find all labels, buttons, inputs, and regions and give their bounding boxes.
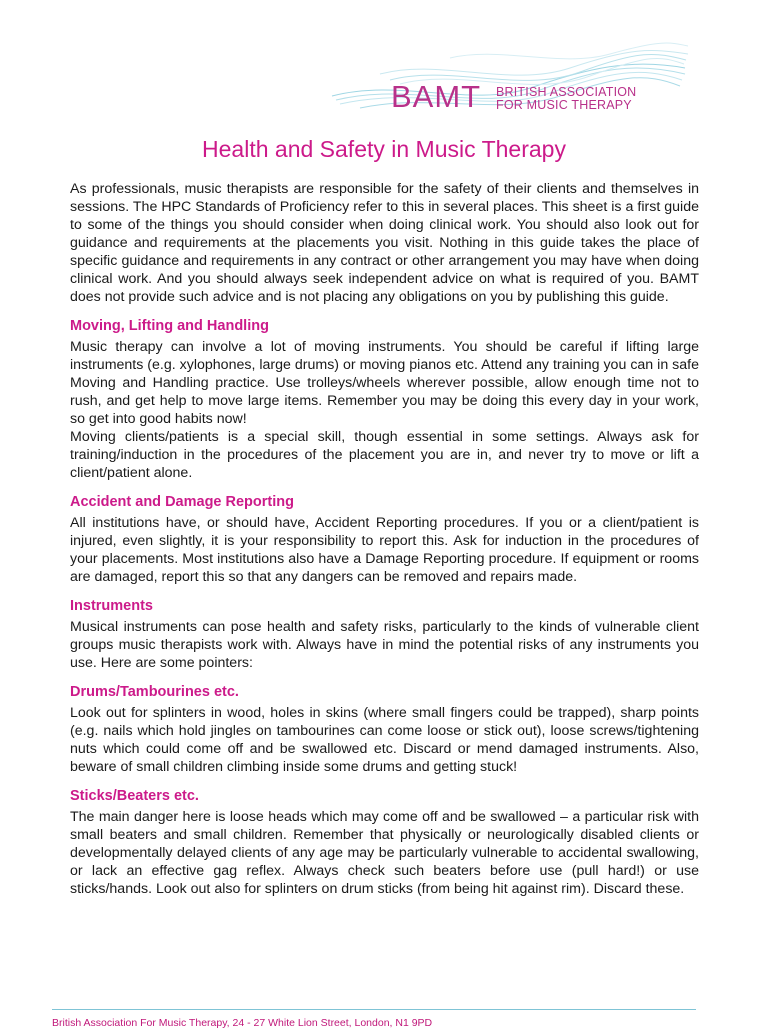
document-body bbox=[70, 180, 699, 898]
footer-divider bbox=[52, 1009, 696, 1010]
drums-paragraph: Look out for splinters in wood, holes in skins (where small fingers could be trapped), sharp points (e.g. nails which hold jingles on tambourines can come loose or stick out), loose screws/tightening nuts which could come off and be swallowed etc. Discard or mend damaged instruments. Also, beware of small children climbing inside some drums and getting stuck! bbox=[70, 705, 699, 775]
sticks-paragraph: The main danger here is loose heads which may come off and be swallowed – a particular risk with small beaters and small children. Remember that physically or neurologically disabled clients or developmentally delayed clients of any age may be particularly vulnerable to accidental swallowing, or lack an effective gag reflex. Always check such beaters before use (pull hard!) or use sticks/hands. Look out also for splinters on drum sticks (from being hit against rim). Discard these. bbox=[70, 809, 699, 897]
intro-paragraph: As professionals, music therapists are responsible for the safety of their clients and themselves in sessions. The HPC Standards of Proficiency refer to this in several places. This sheet is a first guide to some of the things you should consider when doing clinical work. You should also look out for guidance and requirements at the placements you visit. Nothing in this guide takes the place of specific guidance and requirements in any contract or other arrangement you may have when doing clinical work. And you should always seek independent advice on what is required of you. BAMT does not provide such advice and is not placing any obligations on you by publishing this guide. bbox=[70, 181, 699, 305]
logo-line-2: FOR MUSIC THERAPY bbox=[496, 98, 632, 112]
page-header bbox=[0, 0, 768, 130]
logo-line-1: BRITISH ASSOCIATION bbox=[496, 85, 637, 99]
moving-paragraph-1: Music therapy can involve a lot of moving instruments. You should be careful if lifting large instruments (e.g. xylophones, large drums) or moving pianos etc. Attend any training you can in safe Moving and Handling practice. Use trolleys/wheels wherever possible, allow enough time not to rush, and get help to move large items. Remember you may be doing this every day in your work, so get into good habits now! bbox=[70, 339, 699, 427]
section-heading-moving: Moving, Lifting and Handling bbox=[70, 318, 269, 334]
section-heading-instruments: Instruments bbox=[70, 598, 153, 614]
logo-wordmark: BAMT bbox=[391, 79, 482, 114]
section-heading-drums: Drums/Tambourines etc. bbox=[70, 684, 239, 700]
moving-paragraph-2: Moving clients/patients is a special skill, though essential in some settings. Always ask for training/induction in the procedures of the placement you are in, and never try to move or lift a client/patient alone. bbox=[70, 429, 699, 481]
page-title: Health and Safety in Music Therapy bbox=[202, 136, 566, 162]
section-heading-sticks: Sticks/Beaters etc. bbox=[70, 788, 199, 804]
footer-address: British Association For Music Therapy, 24 - 27 White Lion Street, London, N1 9PD bbox=[52, 1017, 433, 1029]
instruments-paragraph: Musical instruments can pose health and safety risks, particularly to the kinds of vulnerable client groups music therapists work with. Always have in mind the potential risks of any instruments you use. Here are some pointers: bbox=[70, 619, 699, 671]
logo-subtitle bbox=[496, 86, 636, 112]
section-heading-accident: Accident and Damage Reporting bbox=[70, 494, 294, 510]
accident-paragraph: All institutions have, or should have, Accident Reporting procedures. If you or a client/patient is injured, even slightly, it is your responsibility to report this. Ask for induction in the procedures of your placements. Most institutions also have a Damage Reporting procedure. If equipment or rooms are damaged, report this so that any dangers can be removed and repairs made. bbox=[70, 515, 699, 585]
